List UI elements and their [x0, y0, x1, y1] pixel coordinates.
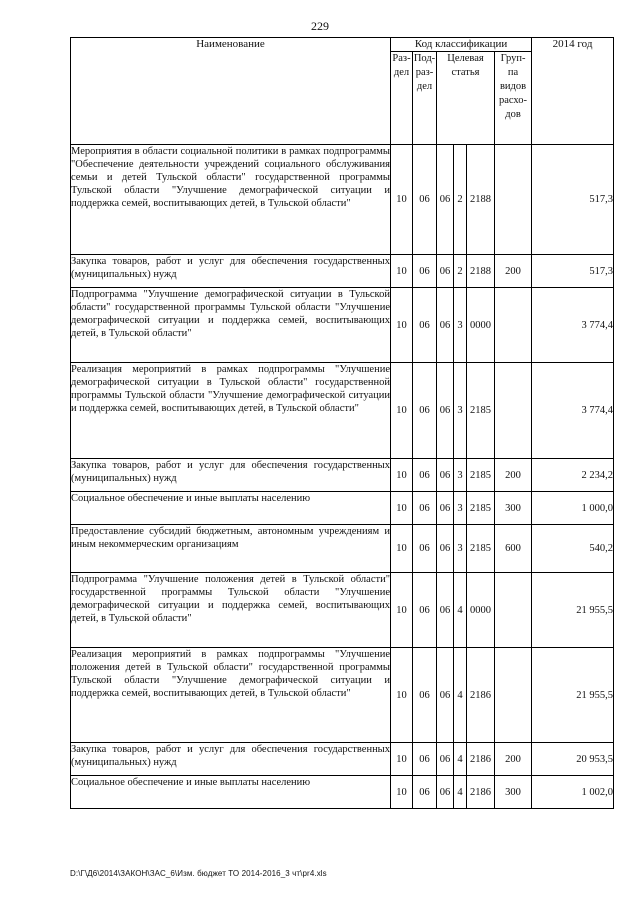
row-expense-group: 600: [495, 525, 532, 573]
row-name: Предоставление субсидий бюджетным, автономным учреждениям и иным некоммерческим организациям: [71, 525, 391, 573]
row-target-subprogram: 2: [454, 145, 467, 255]
row-target-program: 06: [437, 776, 454, 809]
row-target-program: 06: [437, 743, 454, 776]
row-target-program: 06: [437, 145, 454, 255]
row-target-subprogram: 2: [454, 255, 467, 288]
row-target-direction: 2188: [467, 255, 495, 288]
row-target-direction: 2186: [467, 648, 495, 743]
row-target-direction: 0000: [467, 288, 495, 363]
header-year: 2014 год: [532, 38, 614, 145]
table-row: [71, 459, 614, 492]
row-podrazdel: 06: [413, 459, 437, 492]
row-name: Закупка товаров, работ и услуг для обеспечения государственных (муниципальных) нужд: [71, 459, 391, 492]
row-expense-group: [495, 363, 532, 459]
row-razdel: 10: [391, 363, 413, 459]
page-number: 229: [311, 19, 329, 33]
row-amount: 517,3: [532, 145, 614, 255]
row-podrazdel: 06: [413, 255, 437, 288]
row-expense-group: 300: [495, 492, 532, 525]
row-target-direction: 2185: [467, 525, 495, 573]
table-row: [71, 363, 614, 459]
header-code-group: Код классификации: [391, 38, 532, 52]
row-razdel: 10: [391, 573, 413, 648]
row-razdel: 10: [391, 288, 413, 363]
row-expense-group: 300: [495, 776, 532, 809]
row-target-direction: 2186: [467, 743, 495, 776]
row-name: Социальное обеспечение и иные выплаты населению: [71, 492, 391, 525]
row-razdel: 10: [391, 776, 413, 809]
row-podrazdel: 06: [413, 492, 437, 525]
row-name: Закупка товаров, работ и услуг для обеспечения государственных (муниципальных) нужд: [71, 255, 391, 288]
row-razdel: 10: [391, 255, 413, 288]
row-name: Реализация мероприятий в рамках подпрограммы "Улучшение положения детей в Тульской области" государственной программы Тульской области "Улучшение демографической ситуации и поддержка семей, воспитывающих детей, в Тульской области": [71, 648, 391, 743]
row-target-direction: 2186: [467, 776, 495, 809]
row-target-program: 06: [437, 525, 454, 573]
table-row: [71, 288, 614, 363]
row-target-direction: 2185: [467, 459, 495, 492]
table-header: [71, 38, 614, 145]
row-razdel: 10: [391, 743, 413, 776]
row-razdel: 10: [391, 459, 413, 492]
header-razdel: Раз- дел: [391, 52, 413, 145]
row-expense-group: 200: [495, 459, 532, 492]
table-row: [71, 525, 614, 573]
row-name: Подпрограмма "Улучшение положения детей в Тульской области" государственной программы Тульской области "Улучшение демографической ситуации и поддержка семей, воспитывающих детей, в Тульской области": [71, 573, 391, 648]
row-target-subprogram: 3: [454, 288, 467, 363]
row-podrazdel: 06: [413, 525, 437, 573]
row-target-direction: 2188: [467, 145, 495, 255]
table-row: [71, 776, 614, 809]
header-name: Наименование: [71, 38, 391, 145]
row-amount: 21 955,5: [532, 648, 614, 743]
header-target-article: Целевая статья: [437, 52, 495, 145]
row-expense-group: 200: [495, 255, 532, 288]
header-expense-group: Груп- па видов расхо- дов: [495, 52, 532, 145]
row-razdel: 10: [391, 648, 413, 743]
table-row: [71, 648, 614, 743]
row-expense-group: [495, 288, 532, 363]
row-target-subprogram: 4: [454, 743, 467, 776]
row-podrazdel: 06: [413, 776, 437, 809]
row-target-program: 06: [437, 648, 454, 743]
row-podrazdel: 06: [413, 145, 437, 255]
row-expense-group: [495, 573, 532, 648]
row-name: Мероприятия в области социальной политики в рамках подпрограммы "Обеспечение деятельности учреждений социального обслуживания семьи и детей Тульской области" государственной программы Тульской области "Улучшение демографической ситуации и поддержка семей, воспитывающих детей, в Тульской области": [71, 145, 391, 255]
row-amount: 1 002,0: [532, 776, 614, 809]
row-target-subprogram: 3: [454, 459, 467, 492]
header-podrazdel: Под- раз- дел: [413, 52, 437, 145]
row-amount: 517,3: [532, 255, 614, 288]
row-name: Реализация мероприятий в рамках подпрограммы "Улучшение демографической ситуации в Тульской области" государственной программы Тульской области "Улучшение демографической ситуации и поддержка семей, воспитывающих детей, в Тульской области": [71, 363, 391, 459]
row-amount: 3 774,4: [532, 363, 614, 459]
row-amount: 20 953,5: [532, 743, 614, 776]
row-target-program: 06: [437, 363, 454, 459]
row-target-program: 06: [437, 459, 454, 492]
table-row: [71, 145, 614, 255]
row-name: Социальное обеспечение и иные выплаты населению: [71, 776, 391, 809]
row-target-direction: 2185: [467, 363, 495, 459]
row-target-direction: 0000: [467, 573, 495, 648]
row-name: Подпрограмма "Улучшение демографической ситуации в Тульской области" государственной программы Тульской области "Улучшение демографической ситуации и поддержка семей, воспитывающих детей, в Тульской области": [71, 288, 391, 363]
row-target-subprogram: 3: [454, 363, 467, 459]
row-expense-group: [495, 648, 532, 743]
table-row: [71, 255, 614, 288]
row-podrazdel: 06: [413, 363, 437, 459]
row-target-subprogram: 3: [454, 492, 467, 525]
row-amount: 3 774,4: [532, 288, 614, 363]
table-body: [71, 145, 614, 809]
row-target-program: 06: [437, 492, 454, 525]
row-amount: 21 955,5: [532, 573, 614, 648]
row-razdel: 10: [391, 525, 413, 573]
row-amount: 2 234,2: [532, 459, 614, 492]
row-expense-group: 200: [495, 743, 532, 776]
table-row: [71, 492, 614, 525]
row-podrazdel: 06: [413, 573, 437, 648]
row-target-program: 06: [437, 573, 454, 648]
row-podrazdel: 06: [413, 288, 437, 363]
row-razdel: 10: [391, 145, 413, 255]
row-target-subprogram: 4: [454, 776, 467, 809]
row-amount: 540,2: [532, 525, 614, 573]
row-target-direction: 2185: [467, 492, 495, 525]
row-target-subprogram: 3: [454, 525, 467, 573]
row-target-subprogram: 4: [454, 648, 467, 743]
table-row: [71, 743, 614, 776]
row-target-program: 06: [437, 255, 454, 288]
file-path-footer: D:\Г\Д6\2014\ЗАКОН\ЗАС_6\Изм. бюджет ТО 2014-2016_3 чт\pr4.xls: [70, 869, 327, 878]
row-target-program: 06: [437, 288, 454, 363]
row-razdel: 10: [391, 492, 413, 525]
row-amount: 1 000,0: [532, 492, 614, 525]
row-expense-group: [495, 145, 532, 255]
row-target-subprogram: 4: [454, 573, 467, 648]
table-row: [71, 573, 614, 648]
row-podrazdel: 06: [413, 743, 437, 776]
row-podrazdel: 06: [413, 648, 437, 743]
row-name: Закупка товаров, работ и услуг для обеспечения государственных (муниципальных) нужд: [71, 743, 391, 776]
budget-table: [70, 37, 614, 809]
